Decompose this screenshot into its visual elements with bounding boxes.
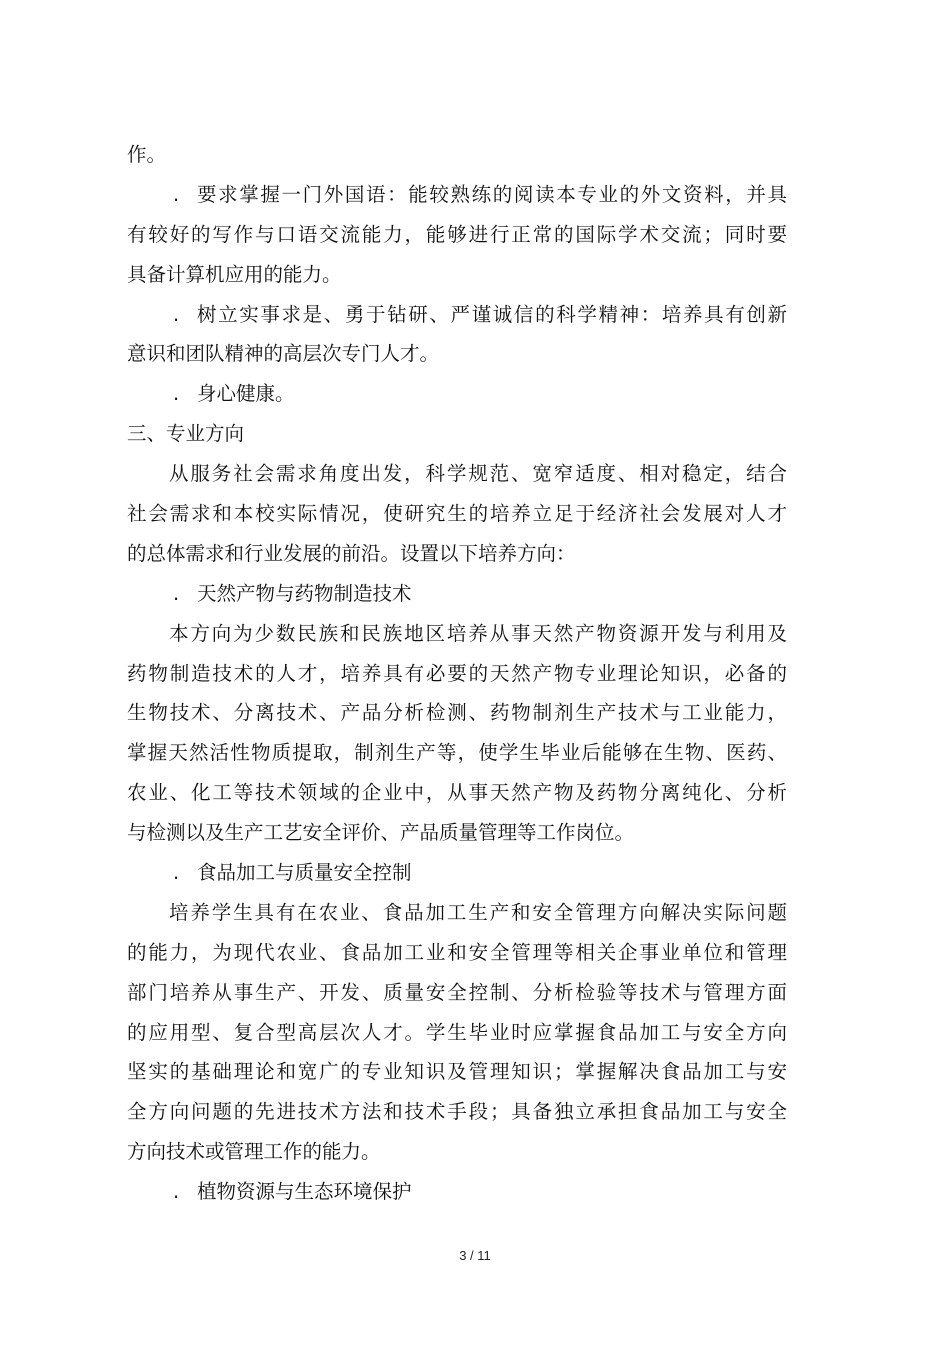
text-line: 具备计算机应用的能力。: [127, 262, 342, 286]
text-line: 农业、化工等技术领域的企业中，从事天然产物及药物分离纯化、分析: [127, 781, 787, 805]
text-line: 社会需求和本校实际情况，使研究生的培养立足于经济社会发展对人才: [127, 502, 787, 526]
page-number: 3 / 11: [459, 1248, 491, 1263]
list-bullet: .: [173, 302, 180, 326]
document-body: [127, 135, 787, 1212]
text-line: 药物制造技术的人才，培养具有必要的天然产物专业理论知识，必备的: [127, 661, 787, 685]
text-line: 生物技术、分离技术、产品分析检测、药物制剂生产技术与工业能力，: [127, 701, 787, 725]
text-line: 有较好的写作与口语交流能力，能够进行正常的国际学术交流；同时要: [127, 222, 787, 246]
text-line: [127, 1172, 787, 1212]
list-item-text: 身心健康。: [197, 382, 295, 406]
list-bullet: .: [173, 382, 180, 406]
text-line: 与检测以及生产工艺安全评价、产品质量管理等工作岗位。: [127, 821, 635, 845]
list-item-text: 食品加工与质量安全控制: [197, 861, 412, 885]
text-line: [127, 853, 787, 893]
text-line: 本方向为少数民族和民族地区培养从事天然产物资源开发与利用及: [169, 621, 787, 645]
text-line: [127, 175, 787, 215]
text-line: 掌握天然活性物质提取，制剂生产等，使学生毕业后能够在生物、医药、: [127, 741, 787, 765]
text-line: 坚实的基础理论和宽广的专业知识及管理知识；掌握解决食品加工与安: [127, 1060, 787, 1084]
list-bullet: .: [173, 861, 180, 885]
text-line: 的应用型、复合型高层次人才。学生毕业时应掌握食品加工与安全方向: [127, 1020, 787, 1044]
text-line: 意识和团队精神的高层次专门人才。: [127, 342, 440, 366]
text-line: 作。: [127, 143, 167, 166]
text-line: [127, 295, 787, 335]
list-bullet: .: [173, 581, 180, 605]
text-line: [127, 374, 787, 414]
text-line: 全方向问题的先进技术方法和技术手段；具备独立承担食品加工与安全: [127, 1100, 787, 1124]
text-line: [127, 574, 787, 614]
text-line: 培养学生具有在农业、食品加工生产和安全管理方向解决实际问题: [169, 900, 787, 924]
text-line: 从服务社会需求角度出发，科学规范、宽窄适度、相对稳定，结合: [169, 462, 787, 486]
list-item-text: 天然产物与药物制造技术: [197, 581, 412, 605]
text-line: 方向技术或管理工作的能力。: [127, 1140, 381, 1164]
text-line: 三、专业方向: [127, 422, 245, 446]
text-line: 的能力，为现代农业、食品加工业和安全管理等相关企事业单位和管理: [127, 940, 787, 964]
list-item-text: 植物资源与生态环境保护: [197, 1180, 412, 1204]
text-line: 的总体需求和行业发展的前沿。设置以下培养方向：: [127, 541, 576, 565]
list-bullet: .: [173, 182, 180, 206]
list-item-text: 树立实事求是、勇于钻研、严谨诚信的科学精神：培养具有创新: [197, 302, 787, 326]
list-item-text: 要求掌握一门外国语：能较熟练的阅读本专业的外文资料，并具: [197, 182, 787, 206]
text-line: 部门培养从事生产、开发、质量安全控制、分析检验等技术与管理方面: [127, 980, 787, 1004]
list-bullet: .: [173, 1180, 180, 1204]
